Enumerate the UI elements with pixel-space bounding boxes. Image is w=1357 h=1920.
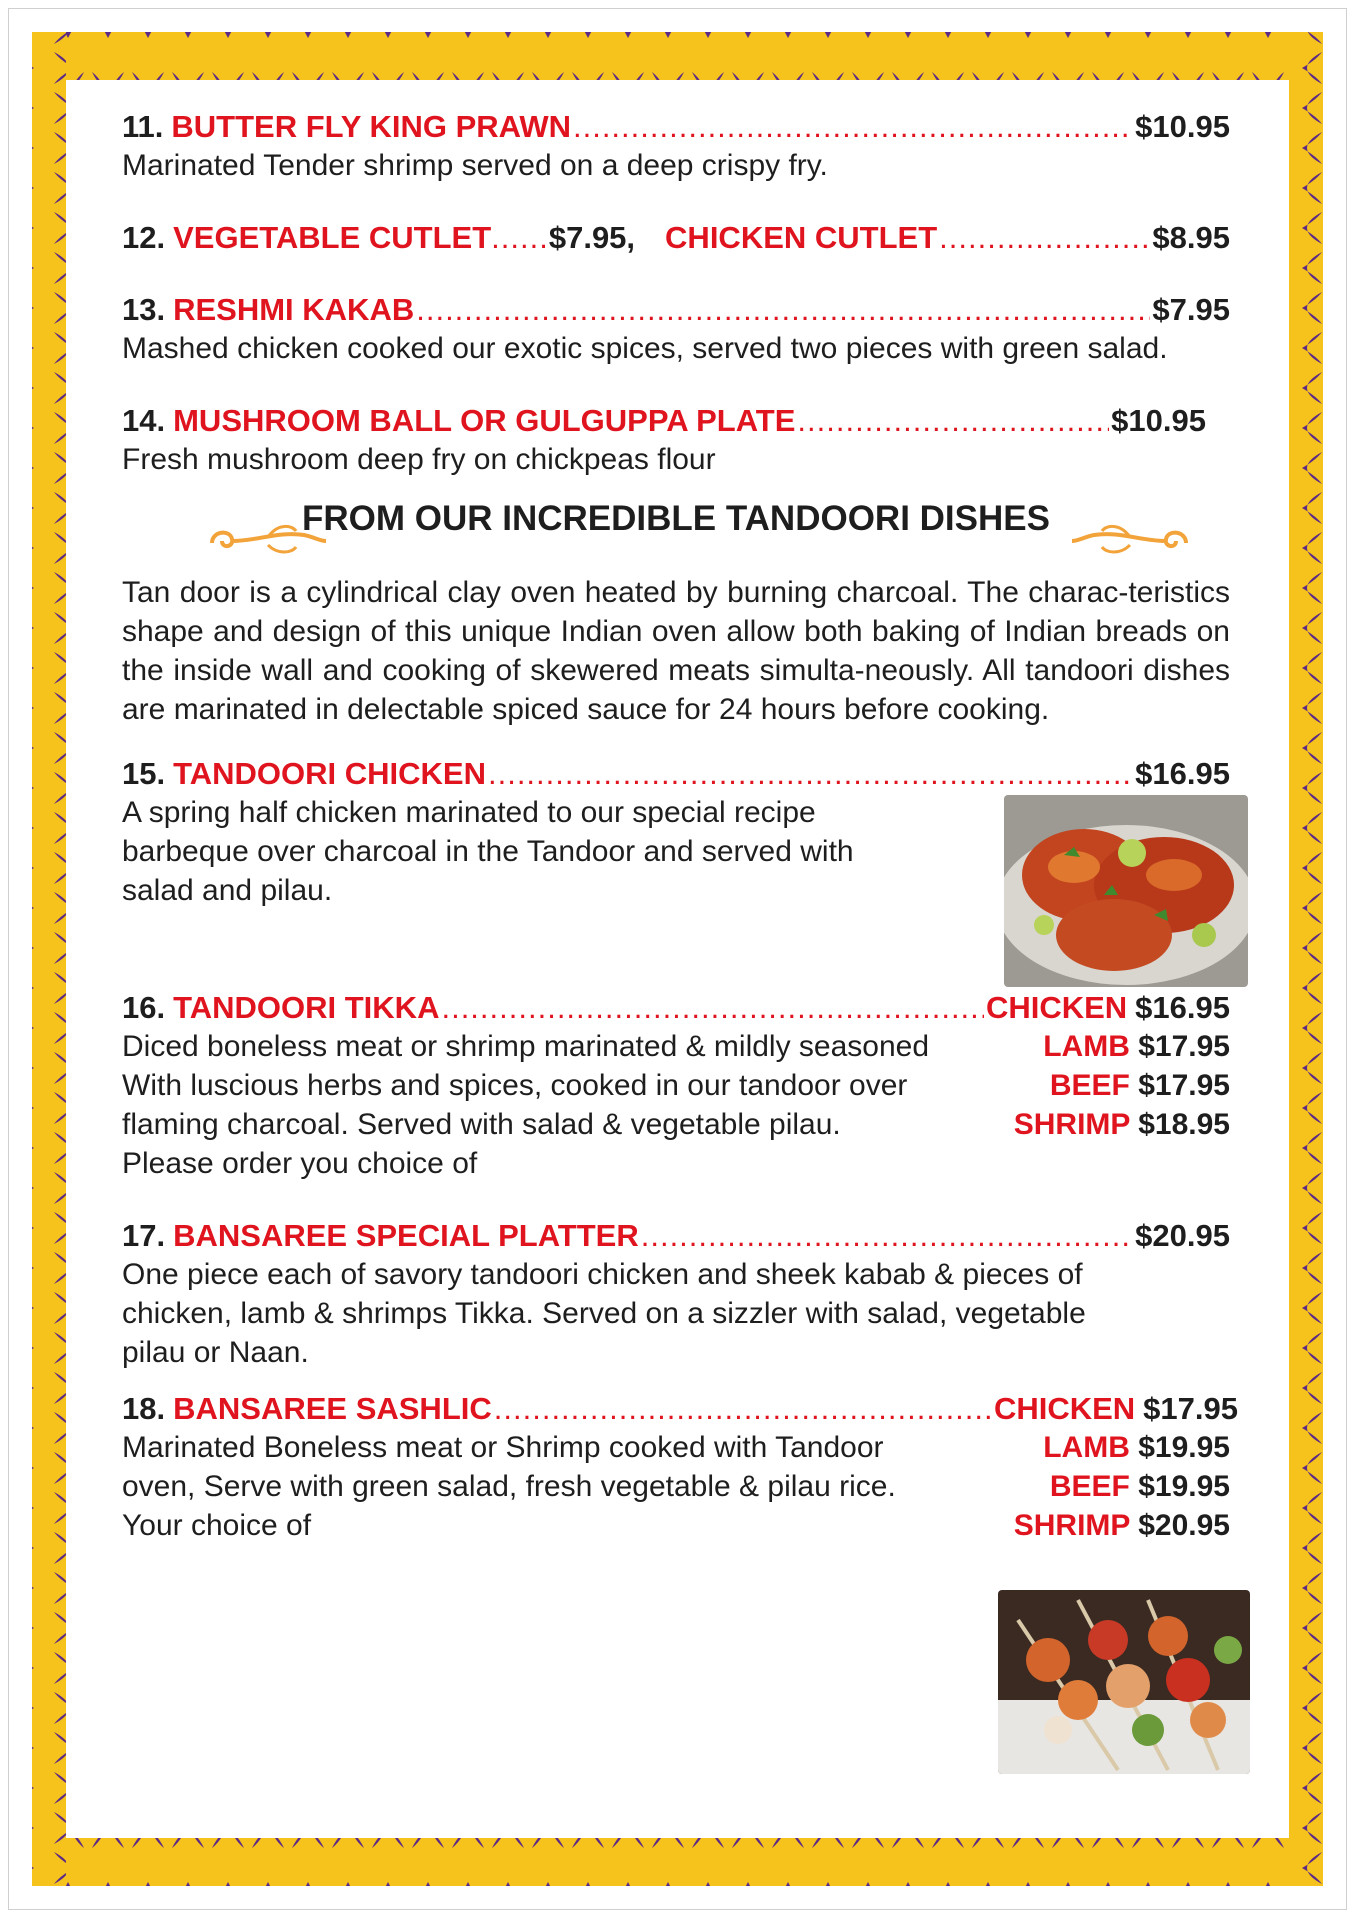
item-name-vegetable-cutlet: VEGETABLE CUTLET (173, 220, 492, 255)
leader-dots: ...... (491, 220, 549, 255)
description-text: With luscious herbs and spices, cooked in our tandoor over (122, 1069, 908, 1102)
option-shrimp: SHRIMP (1013, 1108, 1130, 1141)
option-price: $19.95 (1138, 1431, 1230, 1464)
menu-item-15 (122, 755, 1230, 985)
item-description: Marinated Tender shrimp served on a deep crispy fry. (122, 149, 828, 182)
item-price: $16.95 (1135, 756, 1230, 791)
item-description-line: salad and pilau. (122, 874, 333, 907)
item-description: Mashed chicken cooked our exotic spices, served two pieces with green salad. (122, 332, 1168, 365)
menu-item-12 (122, 219, 1230, 257)
leader-dots (797, 402, 1109, 440)
item-name-chicken-cutlet: CHICKEN CUTLET (665, 220, 938, 255)
item-description: Fresh mushroom deep fry on chickpeas flour (122, 443, 716, 476)
item-description-line: One piece each of savory tandoori chicken and sheek kabab & pieces of (122, 1258, 1083, 1291)
option-beef: BEEF (1049, 1069, 1130, 1102)
description-row (122, 1105, 1230, 1144)
description-text: Diced boneless meat or shrimp marinated & mildly seasoned (122, 1030, 930, 1063)
item-price: $20.95 (1135, 1218, 1230, 1253)
item-price-chicken-cutlet: $8.95 (1152, 220, 1230, 255)
leader-dots (641, 1217, 1133, 1255)
item-description-line: pilau or Naan. (122, 1336, 309, 1369)
item-description-line: A spring half chicken marinated to our special recipe (122, 796, 816, 829)
sashlic-skewers-photo (998, 1590, 1250, 1774)
item-number: 16. (122, 990, 166, 1025)
item-name: RESHMI KAKAB (173, 292, 415, 327)
tandoori-chicken-photo (1004, 795, 1248, 987)
scroll-ornament-right-icon (1070, 521, 1190, 557)
option-price: $16.95 (1135, 990, 1230, 1025)
item-name: TANDOORI TIKKA (173, 990, 440, 1025)
item-name: BUTTER FLY KING PRAWN (171, 109, 571, 144)
menu-item-13 (122, 291, 1230, 368)
description-text: Please order you choice of (122, 1147, 478, 1180)
section-title: FROM OUR INCREDIBLE TANDOORI DISHES (302, 499, 1050, 538)
item-number: 17. (122, 1218, 166, 1253)
item-number: 13. (122, 292, 166, 327)
description-row (122, 1144, 1230, 1183)
option-price: $19.95 (1138, 1470, 1230, 1503)
menu-item-14 (122, 402, 1206, 479)
item-number: 15. (122, 756, 166, 791)
item-name: MUSHROOM BALL OR GULGUPPA PLATE (173, 403, 796, 438)
option-shrimp: SHRIMP (1013, 1509, 1130, 1542)
option-price: $20.95 (1138, 1509, 1230, 1542)
item-price: $7.95 (1152, 292, 1230, 327)
item-price: $10.95 (1135, 109, 1230, 144)
option-chicken: CHICKEN (993, 1391, 1136, 1426)
option-beef: BEEF (1049, 1470, 1130, 1503)
description-text: flaming charcoal. Served with salad & vegetable pilau. (122, 1108, 841, 1141)
option-price: $18.95 (1138, 1108, 1230, 1141)
item-price-vegetable-cutlet: $7.95, (548, 220, 636, 255)
menu-content (122, 108, 1238, 1545)
item-name: BANSAREE SPECIAL PLATTER (173, 1218, 639, 1253)
description-row (122, 1027, 1230, 1066)
item-price: $10.95 (1111, 403, 1206, 438)
menu-item-16 (122, 989, 1230, 1183)
menu-item-18 (122, 1390, 1238, 1545)
scroll-ornament-left-icon (208, 521, 328, 557)
description-text: oven, Serve with green salad, fresh vegetable & pilau rice. (122, 1470, 896, 1503)
menu-item-11 (122, 108, 1230, 185)
leader-dots (416, 291, 1150, 329)
option-lamb: LAMB (1043, 1431, 1130, 1464)
item-number: 11. (122, 109, 164, 144)
option-price: $17.95 (1138, 1069, 1230, 1102)
menu-item-17 (122, 1217, 1230, 1372)
item-number: 14. (122, 403, 166, 438)
leader-dots (573, 108, 1133, 146)
section-intro: Tan door is a cylindrical clay oven heated by burning charcoal. The charac-teristics shape and design of this unique Indian oven allow both baking of Indian breads on the inside wall and cooking of skewered meats simulta-neously. All tandoori dishes are marinated in delectable spiced sauce for 24 hours before cooking. (122, 576, 1230, 726)
option-lamb: LAMB (1043, 1030, 1130, 1063)
leader-dots (441, 989, 983, 1027)
item-number: 12. (122, 220, 166, 255)
item-name: BANSAREE SASHLIC (173, 1391, 492, 1426)
description-row (122, 1428, 1230, 1467)
description-row (122, 1506, 1230, 1545)
option-price: $17.95 (1138, 1030, 1230, 1063)
item-description-line: barbeque over charcoal in the Tandoor and served with (122, 835, 854, 868)
item-description-line: chicken, lamb & shrimps Tikka. Served on a sizzler with salad, vegetable (122, 1297, 1086, 1330)
option-chicken: CHICKEN (985, 990, 1128, 1025)
item-name: TANDOORI CHICKEN (173, 756, 486, 791)
description-row (122, 1066, 1230, 1105)
description-text: Marinated Boneless meat or Shrimp cooked with Tandoor (122, 1431, 884, 1464)
leader-dots (488, 755, 1133, 793)
description-text: Your choice of (122, 1509, 312, 1542)
option-price: $17.95 (1143, 1391, 1238, 1426)
item-number: 18. (122, 1391, 166, 1426)
leader-dots (494, 1390, 992, 1428)
leader-dots (939, 219, 1150, 257)
description-row (122, 1467, 1230, 1506)
